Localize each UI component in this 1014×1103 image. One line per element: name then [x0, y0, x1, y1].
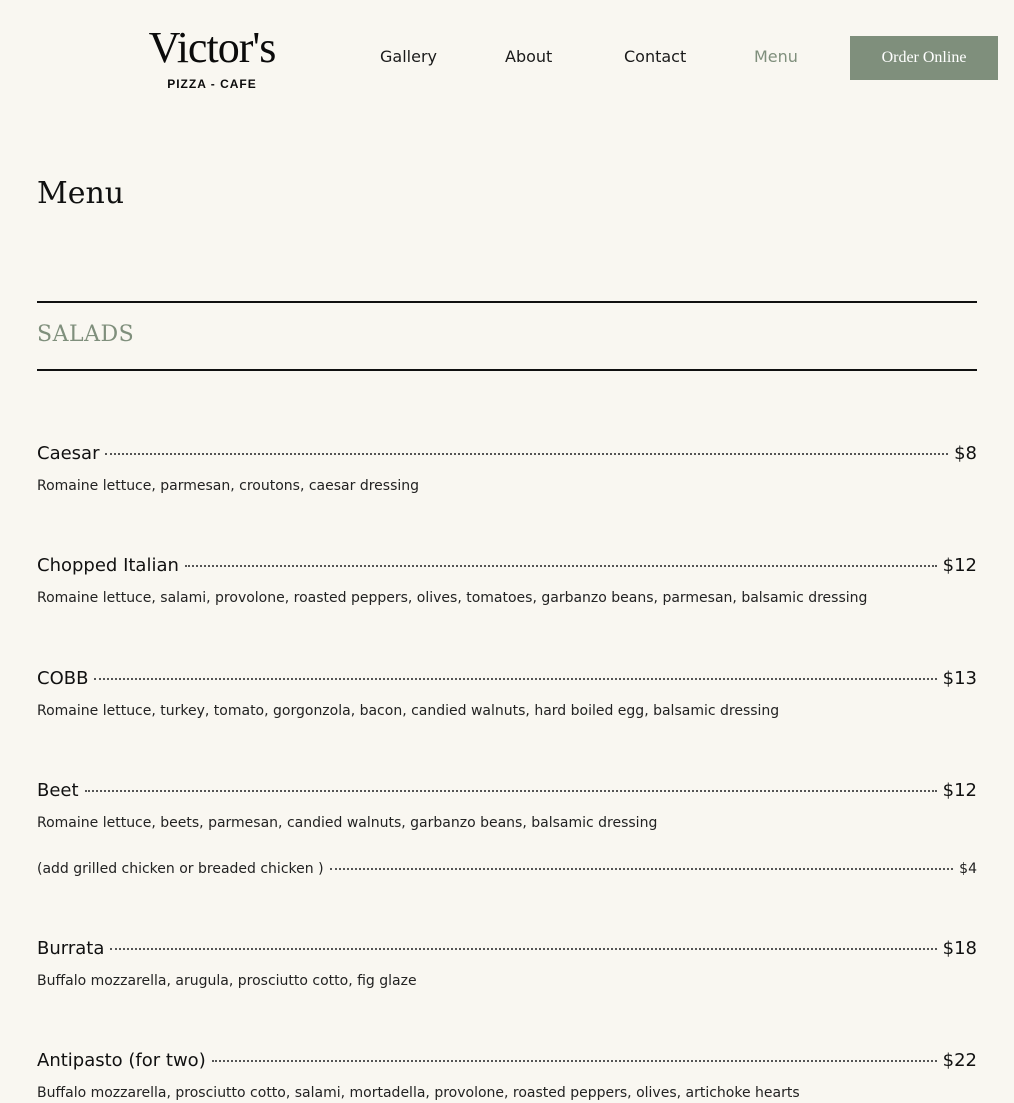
logo-tagline: PIZZA - CAFE [167, 77, 257, 91]
menu-item-addon [37, 859, 977, 879]
menu-item [37, 440, 977, 496]
dotted-leader [94, 678, 936, 680]
menu-item-price: $12 [942, 780, 977, 801]
menu-item-description: Romaine lettuce, parmesan, croutons, caesar dressing [37, 478, 420, 494]
menu-item-row [37, 440, 977, 468]
menu-item-description: Romaine lettuce, turkey, tomato, gorgonzola, bacon, candied walnuts, hard boiled egg, balsamic dressing [37, 703, 780, 719]
menu-item-name: Caesar [37, 443, 100, 464]
menu-item-name: Beet [37, 780, 79, 801]
section-divider-top [37, 301, 977, 303]
section-divider-bottom [37, 369, 977, 371]
menu-item-price: $22 [942, 1050, 977, 1071]
menu-item-row [37, 777, 977, 805]
logo-wordmark: Victor's [148, 23, 276, 72]
menu-item-row [37, 935, 977, 963]
menu-item-description: Romaine lettuce, salami, provolone, roasted peppers, olives, tomatoes, garbanzo beans, parmesan, balsamic dressing [37, 590, 868, 606]
menu-item-description: Buffalo mozzarella, prosciutto cotto, salami, mortadella, provolone, roasted peppers, olives, artichoke hearts [37, 1085, 800, 1101]
menu-item-name: Burrata [37, 938, 105, 959]
dotted-leader [85, 790, 937, 792]
nav-gallery[interactable]: Gallery [380, 47, 437, 66]
addon-price: $4 [959, 861, 977, 877]
menu-item-name: Antipasto (for two) [37, 1050, 206, 1071]
menu-item-name: Chopped Italian [37, 555, 179, 576]
menu-item-row [37, 552, 977, 580]
menu-item [37, 777, 977, 879]
menu-item [37, 552, 977, 608]
menu-item [37, 1047, 977, 1103]
menu-item-price: $8 [954, 443, 977, 464]
nav-about[interactable]: About [505, 47, 553, 66]
dotted-leader [185, 565, 937, 567]
menu-item-price: $12 [942, 555, 977, 576]
logo[interactable] [136, 22, 288, 94]
dotted-leader [110, 948, 936, 950]
menu-item-description: Buffalo mozzarella, arugula, prosciutto cotto, fig glaze [37, 973, 417, 989]
section-title: SALADS [37, 322, 135, 347]
dotted-leader [212, 1060, 937, 1062]
dotted-leader [330, 868, 954, 870]
nav-menu[interactable]: Menu [754, 47, 798, 66]
menu-item [37, 935, 977, 991]
menu-item-price: $13 [942, 668, 977, 689]
page-title: Menu [37, 176, 125, 211]
menu-item-row [37, 665, 977, 693]
menu-item [37, 665, 977, 721]
nav-contact[interactable]: Contact [624, 47, 687, 66]
site-header [0, 0, 1014, 120]
menu-item-description: Romaine lettuce, beets, parmesan, candied walnuts, garbanzo beans, balsamic dressing [37, 815, 658, 831]
menu-item-name: COBB [37, 668, 89, 689]
dotted-leader [105, 453, 948, 455]
menu-item-row [37, 1047, 977, 1075]
menu-item-price: $18 [942, 938, 977, 959]
order-online-button[interactable]: Order Online [850, 36, 998, 80]
addon-name: (add grilled chicken or breaded chicken ) [37, 861, 324, 877]
